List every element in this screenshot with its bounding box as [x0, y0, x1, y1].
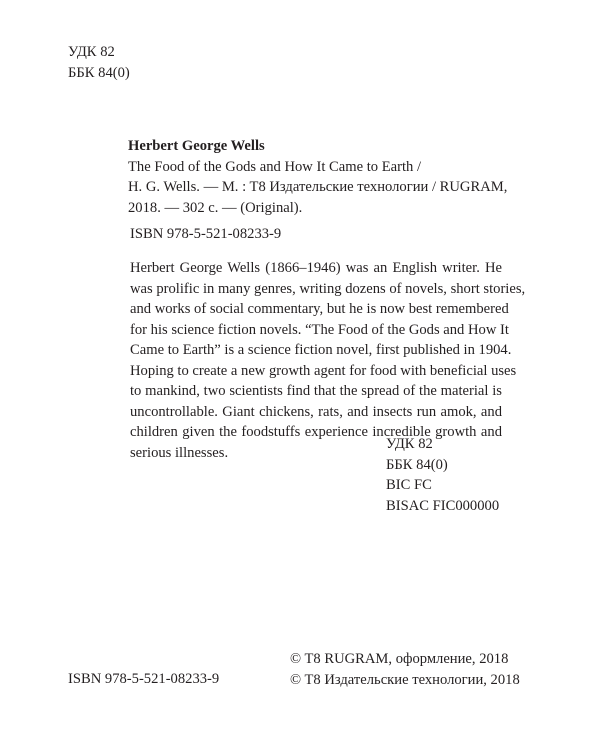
annotation-line-2: was prolific in many genres, writing dozens of novels, short stories, [130, 280, 526, 297]
catalog-line-1: The Food of the Gods and How It Came to Earth / [128, 158, 422, 175]
isbn-text: ISBN 978-5-521-08233-9 [130, 226, 282, 242]
bottom-isbn-text: ISBN 978-5-521-08233-9 [68, 671, 220, 687]
classification-codes [386, 434, 499, 516]
annotation-line-10: serious illnesses. [130, 444, 229, 461]
bbk-code: ББК 84(0) [68, 64, 130, 81]
catalog-line-2: H. G. Wells. — M. : T8 Издательские технологии / RUGRAM, [128, 179, 508, 195]
code-bic: BIC FC [386, 477, 432, 493]
bottom-isbn [68, 669, 219, 690]
annotation-line-4: for his science fiction novels. “The Food of the Gods and How It [130, 321, 509, 338]
annotation-line-3: and works of social commentary, but he is now best remembered [130, 301, 509, 317]
catalog-line-3: 2018. — 302 с. — (Original). [128, 199, 303, 216]
catalog-entry [130, 136, 510, 218]
copyright-notices [290, 649, 520, 690]
top-classification-codes [68, 42, 130, 83]
author-name: Herbert George Wells [128, 138, 265, 154]
annotation-line-8: uncontrollable. Giant chickens, rats, and insects run amok, and [130, 403, 502, 420]
code-bisac: BISAC FIC000000 [386, 497, 500, 514]
code-udk: УДК 82 [386, 436, 433, 452]
annotation-line-5: Came to Earth” is a science fiction novel, first published in 1904. [130, 342, 512, 358]
code-bbk: ББК 84(0) [386, 456, 448, 473]
isbn-line [130, 224, 281, 245]
annotation-line-1: Herbert George Wells (1866–1946) was an English writer. He [130, 260, 502, 276]
udk-code: УДК 82 [68, 44, 115, 60]
copyright-design: © T8 RUGRAM, оформление, 2018 [290, 651, 509, 667]
annotation-paragraph [130, 258, 526, 463]
annotation-line-7: to mankind, two scientists find that the spread of the material is [130, 383, 502, 399]
annotation-line-6: Hoping to create a new growth agent for food with beneficial uses [130, 362, 517, 379]
copyright-publisher: © T8 Издательские технологии, 2018 [290, 671, 520, 688]
annotation-line-9: children given the foodstuffs experience incredible growth and [130, 424, 502, 440]
